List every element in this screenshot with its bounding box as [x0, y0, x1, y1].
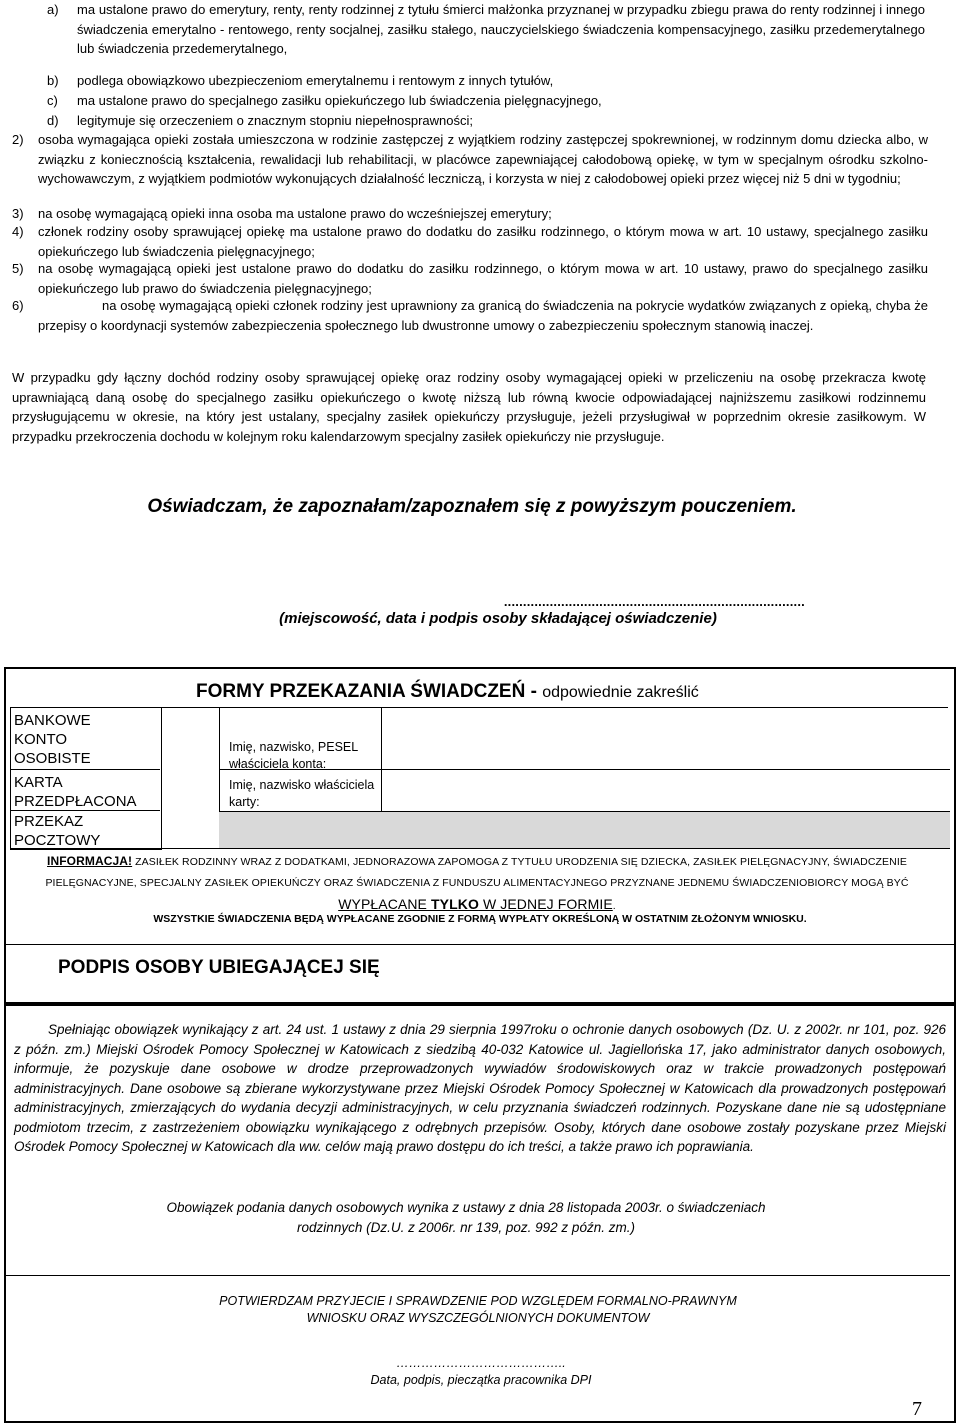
- privacy-paragraph-1: Spełniając obowiązek wynikający z art. 24 ust. 1 ustawy z dnia 29 sierpnia 1997roku o ochronie danych osobowych (Dz. U. z 2002r. nr 101, poz. 926 z późn. zm.) Miejski Ośrodek Pomocy Społecznej w Katowicach z siedzibą 40-032 Katowice ul. Jagiellońska 17, jako administrator danych osobowych, informuje, że pozyskuje dane osobowe w drodze przeprowadzonych wywiadów środowiskowych oraz w trakcie prowadzonych postępowań administracyjnych. Dane osobowe są zbierane wykorzystywane przez Miejski Ośrodek Pomocy Społecznej w Katowicach dla prowadzonych postępowań administracyjnych, zmierzających do wydania decyzji administracyjnych, w celu przyznania świadczeń rodzinnych. Pozyskane dane nie są udostępniane podmiotom trzecim, z zastrzeżeniem obowiązku wynikającego z odrębnych przepisów. Osoby, których dane osobowe zostały pozyskane przez Miejski Ośrodek Pomocy Społecznej w Katowicach dla ww. celów mają prawo dostępu do ich treści, a także prawo ich poprawiania.: [14, 1022, 946, 1154]
- confirm-dots: …………………………………..: [396, 1356, 566, 1370]
- postal-order-grey-field: [219, 811, 950, 849]
- page-number: 7: [912, 1398, 922, 1420]
- info-underlined-2: W JEDNEJ FORMIE: [478, 896, 613, 912]
- forms-check-column[interactable]: [160, 707, 220, 849]
- payment-forms-box: [4, 667, 956, 945]
- point-2-label: 2): [12, 132, 24, 147]
- forms-info-text: [11, 851, 943, 917]
- payment-forms-title-main: FORMY PRZEKAZANIA ŚWIADCZEŃ -: [196, 681, 543, 702]
- bank-owner-field-label: Imię, nazwisko, PESEL właściciela konta:: [229, 740, 358, 771]
- confirm-line-1: POTWIERDZAM PRZYJECIE I SPRAWDZENIE POD WZGLĘDEM FORMALNO-PRAWNYM: [219, 1294, 737, 1308]
- point-5-text: na osobę wymagającą opieki jest ustalone prawo do dodatku do zasiłku rodzinnego, o którym mowa w art. 10 ustawy, prawo do specjalnego zasiłku opiekuńczego lub prawo do świadczenia pielęgnacyjnego;: [38, 261, 928, 296]
- confirm-caption: Data, podpis, pieczątka pracownika DPI: [370, 1373, 592, 1387]
- point-4-text: członek rodziny osoby sprawującej opiekę ma ustalone prawo do dodatku do zasiłku rodzinnego, o którym mowa w art. 10 ustawy, specjalnego zasiłku opiekuńczego lub świadczenia pielęgnacyjnego;: [38, 224, 928, 259]
- payment-forms-title-hint: odpowiednie zakreślić: [542, 684, 699, 701]
- postal-order-label: PRZEKAZ POCZTOWY: [14, 813, 101, 849]
- condition-b-label: b): [47, 73, 59, 88]
- point-6-text: na osobę wymagającą opieki członek rodziny jest uprawniony za granicą do świadczenia na pokrycie wydatków związanych z opieką, chyba że przepisy o koordynacji systemów zabezpieczenia społecznego lub dwustronne umowy o zabezpieczeniu społecznym stanowią inaczej.: [38, 298, 928, 333]
- condition-d-text: legitymuje się orzeczeniem o znacznym stopniu niepełnosprawności;: [77, 113, 473, 128]
- declaration: Oświadczam, że zapoznałam/zapoznałem się z powyższym pouczeniem.: [147, 496, 797, 517]
- applicant-signature-label: PODPIS OSOBY UBIEGAJĄCEJ SIĘ: [58, 957, 380, 978]
- applicant-signature-box[interactable]: [4, 942, 956, 1004]
- condition-b-text: podlega obowiązkowo ubezpieczeniom emerytalnemu i rentowym z innych tytułów,: [77, 73, 554, 88]
- privacy-box: [4, 1004, 956, 1423]
- prepaid-card-label: KARTA PRZEDPŁACONA: [14, 774, 137, 810]
- bank-account-label: BANKOWE KONTO OSOBISTE: [14, 712, 91, 767]
- forms-bottom-divider: [10, 848, 950, 849]
- info-head: INFORMACJA!: [47, 854, 133, 868]
- point-3-text: na osobę wymagającą opieki inna osoba ma ustalone prawo do wcześniejszej emerytury;: [38, 206, 552, 221]
- signature-caption: (miejscowość, data i podpis osoby składającej oświadczenie): [279, 610, 717, 627]
- info-underlined-1: WYPŁACANE: [338, 896, 431, 912]
- privacy-divider: [6, 1275, 950, 1276]
- point-4-label: 4): [12, 224, 24, 239]
- owner-data-input-area[interactable]: [382, 707, 948, 811]
- condition-d-label: d): [47, 113, 59, 128]
- signature-dots: ...............................................................................: [503, 594, 805, 609]
- card-owner-field-label: Imię, nazwisko właściciela karty:: [229, 778, 375, 809]
- info-underlined-bold: TYLKO: [431, 896, 479, 912]
- forms-info-bold-line: WSZYSTKIE ŚWIADCZENIA BĘDĄ WYPŁACANE ZGODNIE Z FORMĄ WYPŁATY OKREŚLONĄ W OSTATNIM ZŁOŻONYM WNIOSKU.: [153, 913, 807, 925]
- forms-divider-1: [10, 769, 160, 770]
- point-5-label: 5): [12, 261, 24, 276]
- condition-a-label: a): [47, 2, 59, 17]
- confirm-line-2: WNIOSKU ORAZ WYSZCZEGÓLNIONYCH DOKUMENTOW: [306, 1311, 650, 1325]
- income-paragraph: W przypadku gdy łączny dochód rodziny osoby sprawującej opiekę oraz rodziny osoby wymagającej opieki w przeliczeniu na osobę przekracza kwotę uprawniającą daną osobę do specjalnego zasiłku opiekuńczego o kwotę niższą lub równą kwocie odpowiadającej najniższemu zasiłkowi rodzinnemu przysługującemu w okresie, na który jest ustalany, specjalny zasiłek opiekuńczy przysługuje, jeżeli przysługiwał w poprzednim okresie zasiłkowym. W przypadku przekroczenia dochodu w kolejnym roku kalendarzowym specjalny zasiłek opiekuńczy nie przysługuje.: [12, 370, 926, 444]
- info-end: .: [612, 900, 616, 912]
- point-3-label: 3): [12, 206, 24, 221]
- forms-divider-2: [10, 810, 160, 811]
- condition-a-text: ma ustalone prawo do emerytury, renty, renty rodzinnej z tytułu śmierci małżonka przyznanej w przypadku zbiegu prawa do renty rodzinnej i innego świadczenia emerytalno - rentowego, renty socjalnej, zasiłku stałego, nauczycielskiego świadczenia kompensacyjnego, zasiłku przedemerytalnego lub świadczenia przedemerytalnego,: [77, 2, 925, 56]
- point-2-text: osoba wymagająca opieki została umieszczona w rodzinie zastępczej z wyjątkiem rodziny zastępczej spokrewnionej, w rodzinnym domu dziecka albo, w związku z koniecznością kształcenia, rewalidacji lub rehabilitacji, w placówce zapewniającej całodobową opiekę, w tym w specjalnym ośrodku szkolno-wychowawczym, z wyjątkiem podmiotów wykonujących działalność leczniczą, i korzysta w niej z całodobowej opieki przez więcej niż 5 dni w tygodniu;: [38, 132, 928, 186]
- privacy-paragraph-2: Obowiązek podania danych osobowych wynika z ustawy z dnia 28 listopada 2003r. o świadczeniach rodzinnych (Dz.U. z 2006r. nr 139, poz. 992 z późn. zm.): [166, 1200, 766, 1235]
- condition-c-text: ma ustalone prawo do specjalnego zasiłku opiekuńczego lub świadczenia pielęgnacyjnego,: [77, 93, 602, 108]
- info-body: ZASIŁEK RODZINNY WRAZ Z DODATKAMI, JEDNORAZOWA ZAPOMOGA Z TYTUŁU URODZENIA SIĘ DZIECKA, ZASIŁEK PIELĘGNACYJNY, ŚWIADCZENIE PIELĘGNACYJNE, SPECJALNY ZASIŁEK OPIEKUŃCZY ORAZ ŚWIADCZENIA Z FUNDUSZU ALIMENTACYJNEGO PRZYZNANE JEDNEMU ŚWIADCZENIOBIORCY MOGĄ BYĆ: [45, 856, 909, 889]
- payment-forms-title: [196, 680, 699, 705]
- condition-c-label: c): [47, 93, 58, 108]
- point-6-label: 6): [12, 298, 24, 313]
